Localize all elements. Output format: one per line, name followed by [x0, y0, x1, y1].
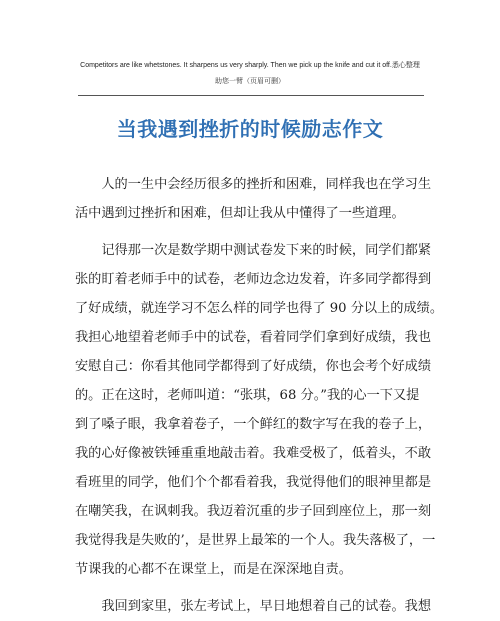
document-title: 当我遇到挫折的时候励志作文 [116, 117, 384, 141]
paragraph [75, 236, 444, 584]
paragraph [75, 592, 430, 621]
text-line: 我回到家里，张左考试上，早日地想着自己的试卷。我想 [75, 599, 432, 614]
text-line: 人的一生中会经历很多的挫折和困难，同样我也在学习生 [75, 177, 432, 192]
text-line: 到了嗓子眼，我拿着卷子，一个鲜红的数字写在我的卷子上， [75, 417, 432, 432]
text-line: 我担心地望着老师手中的试卷，看着同学们拿到好成绩，我也 [75, 330, 432, 345]
text-line: 看班里的同学，他们个个都看着我，我觉得他们的眼神里都是 [75, 475, 432, 490]
text-line: 了好成绩，就连学习不怎么样的同学也得了 90 分以上的成绩。 [75, 301, 444, 316]
header-divider [78, 95, 424, 96]
text-line: 节课我的心都不在课堂上，而是在深深地自责。 [75, 562, 352, 577]
document-body [75, 170, 444, 621]
text-line: 活中遇到过挫折和困难，但却让我从中懂得了一些道理。 [75, 206, 405, 221]
text-line: 我的心好像被铁锤重重地敲击着。我难受极了，低着头，不敢 [75, 446, 432, 461]
header-quote: Competitors are like whetstones. It sharpens us very sharply. Then we pick up the knife and cut it off.悉心整理 [80, 62, 420, 69]
text-line: 的。正在这时，老师叫道：“张琪，68 分。”我的心一下又提 [75, 388, 420, 403]
text-line: 安慰自己：你看其他同学都得到了好成绩，你也会考个好成绩 [75, 359, 432, 374]
header-subtitle: 助您一臂（页眉可删） [215, 77, 285, 85]
paragraph [75, 170, 430, 228]
text-line: 记得那一次是数学期中测试卷发下来的时候，同学们都紧 [75, 243, 432, 258]
text-line: 张的盯着老师手中的试卷，老师边念边发着，许多同学都得到 [75, 272, 432, 287]
text-line: 在嘲笑我，在讽刺我。我迈着沉重的步子回到座位上，那一刻 [75, 504, 432, 519]
text-line: 我觉得我是失败的’，是世界上最笨的一个人。我失落极了，一 [75, 533, 436, 548]
